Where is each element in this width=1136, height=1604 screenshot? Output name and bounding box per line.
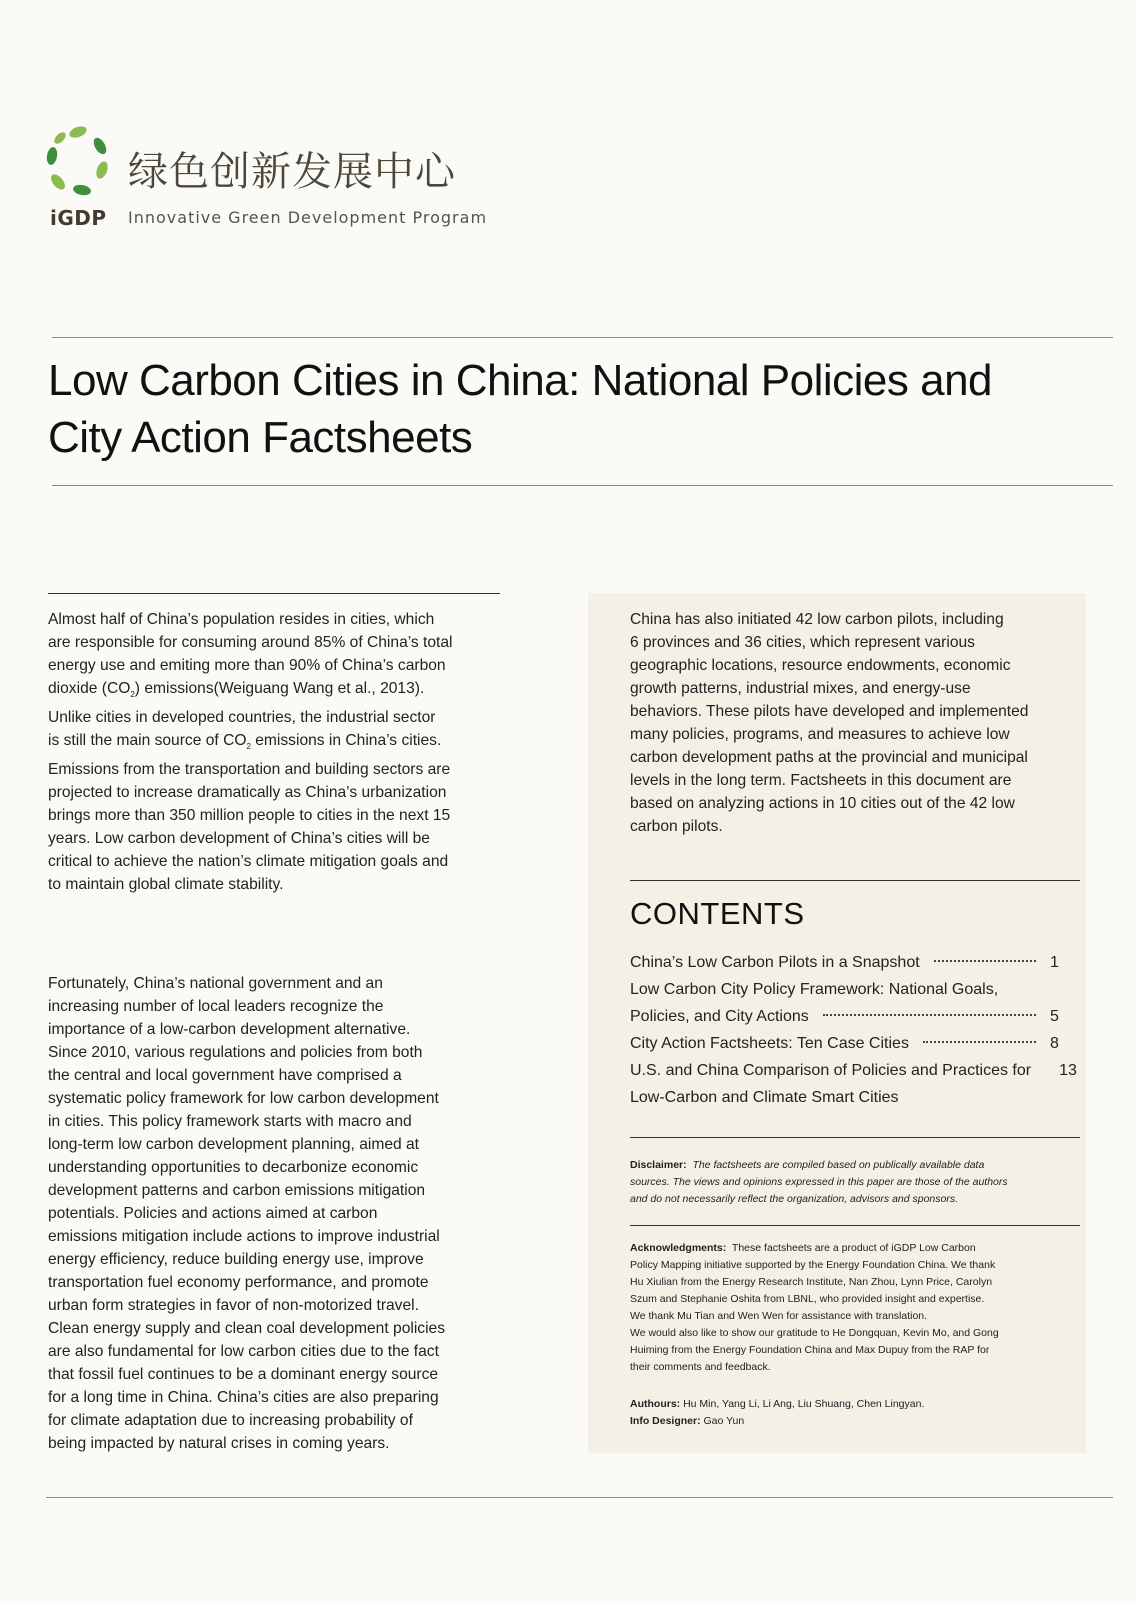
- contents-heading: CONTENTS: [630, 896, 805, 931]
- policy-paragraph: Fortunately, China’s national government and an increasing number of local leaders recognize the importance of a low-carbon development alternative. Since 2010, various regulations and policies from both the central and local government have comprised a systematic policy framework for low carbon development in cities. This policy framework starts with macro and long-term low carbon development planning, aimed at understanding opportunities to decarbonize economic development patterns and carbon emissions mitigation potentials. Policies and actions aimed at carbon emissions mitigation include actions to improve industrial energy efficiency, reduce building energy use, improve transportation fuel economy performance, and promote urban form strategies in favor of non-motorized travel. Clean energy supply and clean coal development policies are also fundamental for low carbon cities due to the fact that fossil fuel continues to be a dominant energy source for a long time in China. China’s cities are also preparing for climate adaptation due to increasing probability of being impacted by natural crises in coming years.: [48, 975, 446, 1452]
- bottom-rule: [46, 1497, 1113, 1498]
- left-column-rule: [48, 593, 500, 594]
- toc-item-line[interactable]: Low Carbon City Policy Framework: National Goals,: [630, 981, 999, 998]
- leaf-ring-icon: [42, 124, 114, 200]
- logo-abbreviation: iGDP: [50, 206, 107, 230]
- toc-page-number: 13: [1059, 1062, 1077, 1079]
- toc-item-line[interactable]: Low-Carbon and Climate Smart Cities: [630, 1089, 899, 1106]
- acknowledgments-label: Acknowledgments:: [630, 1242, 727, 1254]
- toc-page-number: 1: [1050, 954, 1059, 971]
- toc-item[interactable]: U.S. and China Comparison of Policies and Practices for 13: [630, 1057, 1080, 1084]
- title-top-rule: [52, 337, 1113, 338]
- designer-value: Gao Yun: [703, 1415, 745, 1427]
- authors-value: Hu Min, Yang Li, Li Ang, Liu Shuang, Chen Lingyan.: [683, 1398, 925, 1410]
- toc-item[interactable]: Policies, and City Actions 5: [630, 1003, 1080, 1030]
- title-line-2: City Action Factsheets: [48, 413, 473, 462]
- acknowledgments: Acknowledgments: These factsheets are a product of iGDP Low Carbon Policy Mapping initiative supported by the Energy Foundation China. We thank Hu Xiulian from the Energy Research Institute, Nan Zhou, Lynn Price, Carolyn Szum and Stephanie Oshita from LBNL, who provided insight and expertise. We thank Mu Tian and Wen Wen for assistance with translation. We would also like to show our gratitude to He Dongquan, Kevin Mo, and Gong Huiming from the Energy Foundation China and Max Dupuy from the RAP for their comments and feedback.: [630, 1242, 999, 1373]
- igdp-logo: [42, 124, 488, 234]
- disclaimer-top-rule: [630, 1137, 1080, 1138]
- disclaimer: Disclaimer: The factsheets are compiled based on publically available data sources. The views and opinions expressed in this paper are those of the authors and do not necessarily reflect the organization, advisors and sponsors.: [630, 1159, 1008, 1205]
- intro-paragraph: Almost half of China’s population resides in cities, which are responsible for consuming around 85% of China’s total energy use and emiting more than 90% of China’s carbon dioxide $(CO_2)$ emissions(Weiguang Wang et al., 2013). Unlike cities in developed countries, the industrial sector is still the main source of $CO_2$ emissions in China’s cities. Emissions from the transportation and building sectors are projected to increase dramatically as China’s urbanization brings more than 350 million people to cities in the next 15 years. Low carbon development of China’s cities will be critical to achieve the nation’s climate mitigation goals and to maintain global climate stability.: [48, 611, 453, 894]
- pilots-paragraph: China has also initiated 42 low carbon pilots, including 6 provinces and 36 cities, which represent various geographic locations, resource endowments, economic growth patterns, industrial mixes, and energy-use behaviors. These pilots have developed and implemented many policies, programs, and measures to achieve low carbon development paths at the provincial and municipal levels in the long term. Factsheets in this document are based on analyzing actions in 10 cities out of the 42 low carbon pilots.: [630, 611, 1029, 835]
- designer-label: Info Designer:: [630, 1415, 701, 1427]
- document-title: [48, 352, 1088, 466]
- logo-english-name: Innovative Green Development Program: [128, 208, 488, 227]
- title-line-1: Low Carbon Cities in China: National Policies and: [48, 356, 993, 405]
- contents-top-rule: [630, 880, 1080, 881]
- acknowledgments-top-rule: [630, 1225, 1080, 1226]
- logo-chinese-name: 绿色创新发展中心: [128, 149, 456, 195]
- table-of-contents: [630, 949, 1080, 1111]
- title-bottom-rule: [52, 485, 1113, 486]
- credits: [630, 1396, 1060, 1430]
- toc-page-number: 8: [1050, 1035, 1059, 1052]
- authors-label: Authours:: [630, 1398, 681, 1410]
- toc-item[interactable]: City Action Factsheets: Ten Case Cities 8: [630, 1030, 1080, 1057]
- disclaimer-label: Disclaimer:: [630, 1159, 687, 1171]
- toc-page-number: 5: [1050, 1008, 1059, 1025]
- toc-item[interactable]: China’s Low Carbon Pilots in a Snapshot 1: [630, 949, 1080, 976]
